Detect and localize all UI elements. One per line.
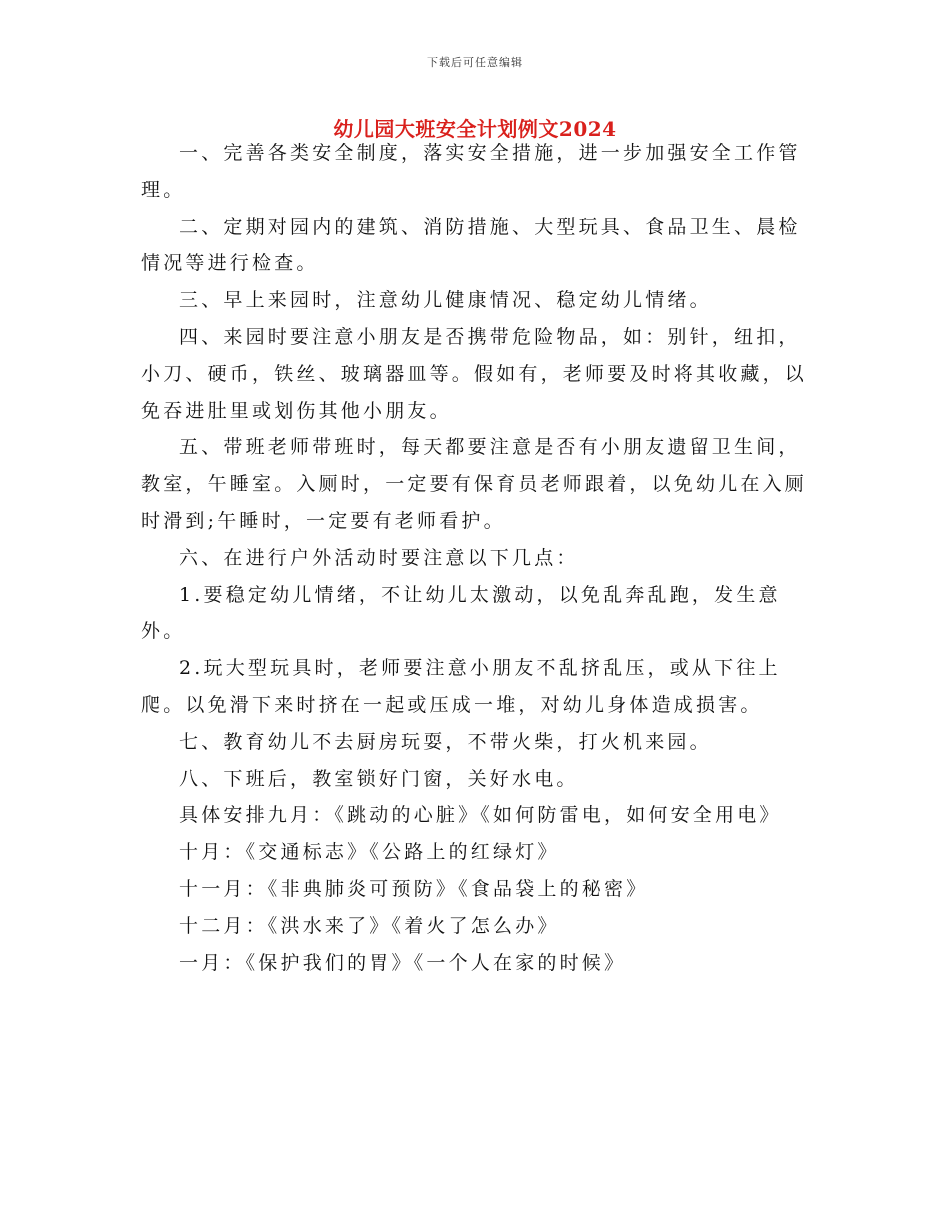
schedule-october: 十月：《交通标志》《公路上的红绿灯》: [179, 841, 560, 864]
schedule-january: 一月：《保护我们的胃》《一个人在家的时候》: [179, 951, 627, 974]
schedule-november: 十一月：《非典肺炎可预防》《食品袋上的秘密》: [179, 877, 649, 900]
list-item-1: 1.要稳定幼儿情绪，不让幼儿太激动，以免乱奔乱跑，发生意外。: [141, 583, 781, 643]
schedule-september: 具体安排九月：《跳动的心脏》《如何防雷电，如何安全用电》: [179, 804, 782, 827]
paragraph-3: 三、早上来园时，注意幼儿健康情况、稳定幼儿情绪。: [179, 289, 712, 312]
schedule-december: 十二月：《洪水来了》《着火了怎么办》: [179, 914, 560, 937]
list-item-2: 2.玩大型玩具时，老师要注意小朋友不乱挤乱压，或从下往上爬。以免滑下来时挤在一起或压成一堆，对幼儿身体造成损害。: [141, 657, 781, 716]
paragraph-5: 五、带班老师带班时，每天都要注意是否有小朋友遗留卫生间，教室，午睡室。入厕时，一定要有保育员老师跟着，以免幼儿在入厕时滑到;午睡时，一定要有老师看护。: [141, 436, 808, 532]
document-title: 幼儿园大班安全计划例文2024: [333, 117, 617, 141]
document-body: [141, 135, 813, 981]
paragraph-7: 七、教育幼儿不去厨房玩耍，不带火柴，打火机来园。: [179, 730, 712, 753]
paragraph-2: 二、定期对园内的建筑、消防措施、大型玩具、食品卫生、晨检情况等进行检查。: [141, 215, 801, 275]
paragraph-4: 四、来园时要注意小朋友是否携带危险物品，如：别针，纽扣，小刀、硬币，铁丝、玻璃器皿等。假如有，老师要及时将其收藏，以免吞进肚里或划伤其他小朋友。: [141, 325, 808, 422]
paragraph-8: 八、下班后，教室锁好门窗，关好水电。: [179, 767, 579, 790]
page-header: 下载后可任意编辑: [427, 56, 523, 69]
paragraph-6: 六、在进行户外活动时要注意以下几点：: [179, 546, 579, 569]
paragraph-1: 一、完善各类安全制度，落实安全措施，进一步加强安全工作管理。: [141, 142, 801, 201]
